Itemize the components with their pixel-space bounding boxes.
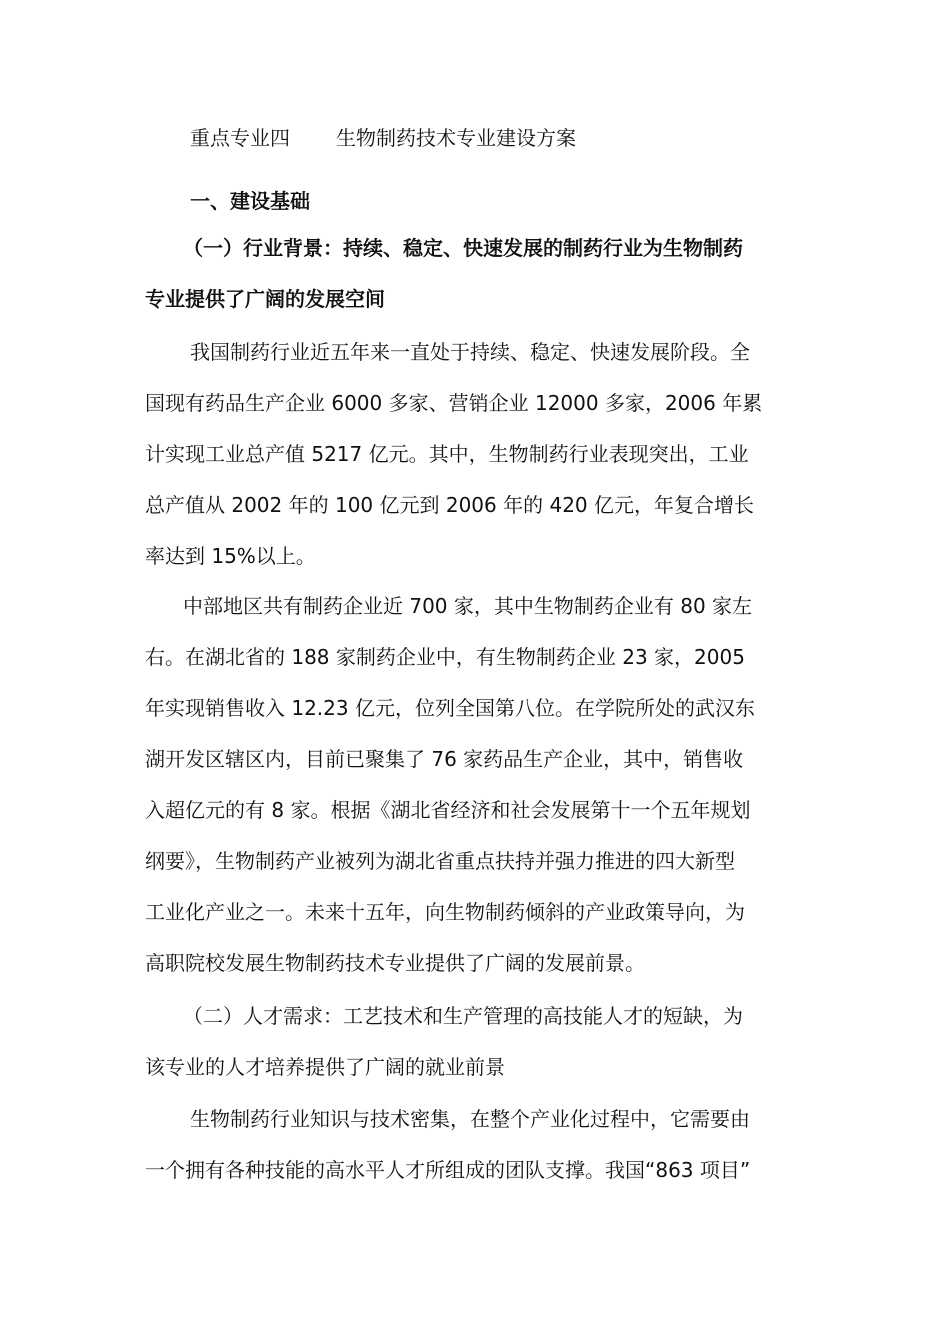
paragraph-3 (145, 1094, 810, 1196)
paragraph-1-line: 国现有药品生产企业 6000 多家、营销企业 12000 多家，2006 年累 (145, 391, 763, 415)
subsection-heading-1 (145, 223, 810, 325)
paragraph-2-line: 湖开发区辖区内，目前已聚集了 76 家药品生产企业，其中，销售收 (145, 747, 744, 771)
paragraph-2 (145, 581, 810, 989)
paragraph-1 (145, 327, 810, 582)
paragraph-2-line: 高职院校发展生物制药技术专业提供了广阔的发展前景。 (145, 951, 645, 975)
paragraph-3-line: 生物制药行业知识与技术密集，在整个产业化过程中，它需要由 (190, 1107, 750, 1131)
paragraph-2-line: 右。在湖北省的 188 家制药企业中，有生物制药企业 23 家，2005 (145, 645, 745, 669)
paragraph-2-line: 入超亿元的有 8 家。根据《湖北省经济和社会发展第十一个五年规划 (145, 798, 751, 822)
paragraph-1-line: 我国制药行业近五年来一直处于持续、稳定、快速发展阶段。全 (190, 340, 750, 364)
paragraph-2-line: 纲要》，生物制药产业被列为湖北省重点扶持并强力推进的四大新型 (145, 849, 735, 873)
paragraph-3-line: 一个拥有各种技能的高水平人才所组成的团队支撑。我国“863 项目” (145, 1158, 751, 1182)
subsection-heading-2-line: （二）人才需求：工艺技术和生产管理的高技能人才的短缺，为 (183, 1004, 743, 1028)
section-heading-1: 一、建设基础 (190, 189, 310, 213)
subsection-heading-1-line: （一）行业背景：持续、稳定、快速发展的制药行业为生物制药 (183, 236, 743, 260)
paragraph-2-line: 中部地区共有制药企业近 700 家，其中生物制药企业有 80 家左 (183, 594, 753, 618)
paragraph-1-line: 总产值从 2002 年的 100 亿元到 2006 年的 420 亿元，年复合增长 (145, 493, 755, 517)
paragraph-2-line: 工业化产业之一。未来十五年，向生物制药倾斜的产业政策导向，为 (145, 900, 745, 924)
title-left: 重点专业四 (190, 126, 290, 150)
paragraph-2-line: 年实现销售收入 12.23 亿元，位列全国第八位。在学院所处的武汉东 (145, 696, 755, 720)
paragraph-1-line: 计实现工业总产值 5217 亿元。其中，生物制药行业表现突出，工业 (145, 442, 749, 466)
subsection-heading-2-line: 该专业的人才培养提供了广阔的就业前景 (145, 1055, 505, 1079)
title-right: 生物制药技术专业建设方案 (336, 126, 576, 150)
subsection-heading-2 (145, 991, 810, 1093)
subsection-heading-1-line: 专业提供了广阔的发展空间 (145, 287, 385, 311)
document-title (190, 120, 576, 156)
paragraph-1-line: 率达到 15%以上。 (145, 544, 316, 568)
